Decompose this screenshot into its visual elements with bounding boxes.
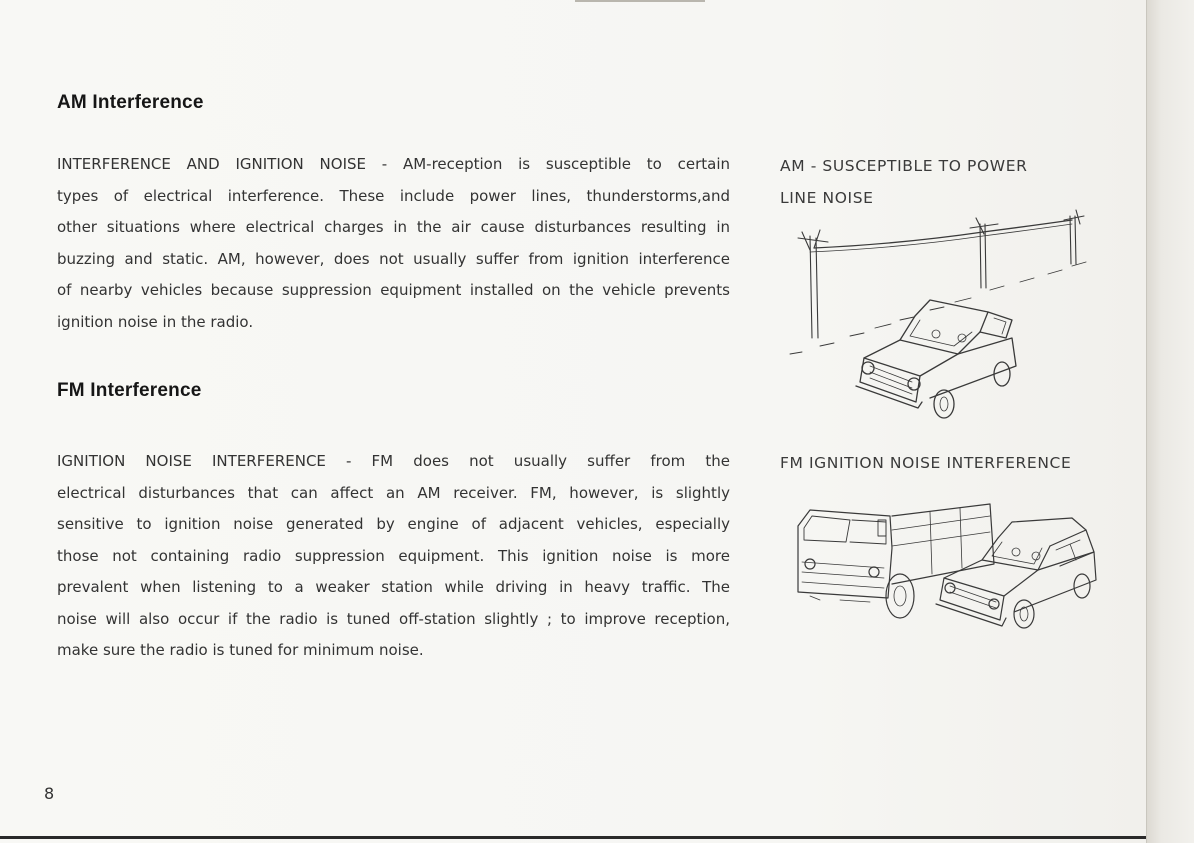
power-lines (810, 220, 1072, 252)
paragraph-line: INTERFERENCE AND IGNITION NOISE - AM-reception is susceptible to certain (57, 155, 730, 173)
caption-line: AM - SUSCEPTIBLE TO POWER (780, 157, 1028, 175)
am-interference-heading: AM Interference (57, 92, 204, 113)
caption-line: FM IGNITION NOISE INTERFERENCE (780, 454, 1072, 472)
adjacent-page-edge (1146, 0, 1194, 843)
paragraph-line: IGNITION NOISE INTERFERENCE - FM does not usually suffer from the (57, 452, 730, 470)
paragraph-line: noise will also occur if the radio is tuned off-station slightly ; to improve reception, (57, 609, 730, 628)
paragraph-line: electrical disturbances that can affect an AM receiver. FM, however, is slightly (57, 483, 730, 502)
page-bottom-edge (0, 836, 1146, 839)
car-power-lines-illustration (780, 208, 1110, 423)
paragraph-line: prevalent when listening to a weaker station while driving in heavy traffic. The (57, 578, 730, 596)
car-next-to-truck-illustration (780, 500, 1120, 635)
roadside-marks (790, 262, 1086, 354)
power-pole-middle (970, 218, 998, 288)
paragraph-line: other situations where electrical charges in the air cause disturbances resulting in (57, 218, 730, 236)
paragraph-line: ignition noise in the radio. (57, 312, 254, 331)
paragraph-line: those not containing radio suppression equipment. This ignition noise is more (57, 546, 730, 565)
caption-line: LINE NOISE (780, 189, 874, 207)
power-pole-left (798, 230, 828, 338)
fm-illustration-caption (780, 447, 1071, 479)
paragraph-line: sensitive to ignition noise generated by engine of adjacent vehicles, especially (57, 515, 730, 533)
fm-interference-paragraph (57, 450, 730, 671)
page-number: 8 (44, 784, 55, 803)
car-drawing (856, 300, 1016, 418)
paragraph-line: make sure the radio is tuned for minimum noise. (57, 641, 424, 659)
page-edge-mark (575, 0, 705, 2)
fm-interference-heading: FM Interference (57, 380, 202, 401)
power-pole-right (1064, 210, 1084, 264)
paragraph-line: of nearby vehicles because suppression equipment installed on the vehicle prevents (57, 281, 730, 299)
car-drawing (936, 518, 1096, 628)
paragraph-line: buzzing and static. AM, however, does not usually suffer from ignition interference (57, 249, 730, 268)
am-interference-paragraph (57, 153, 730, 342)
paragraph-line: types of electrical interference. These include power lines, thunderstorms,and (57, 186, 730, 205)
truck-drawing (798, 504, 994, 618)
am-illustration-caption (780, 150, 1027, 214)
